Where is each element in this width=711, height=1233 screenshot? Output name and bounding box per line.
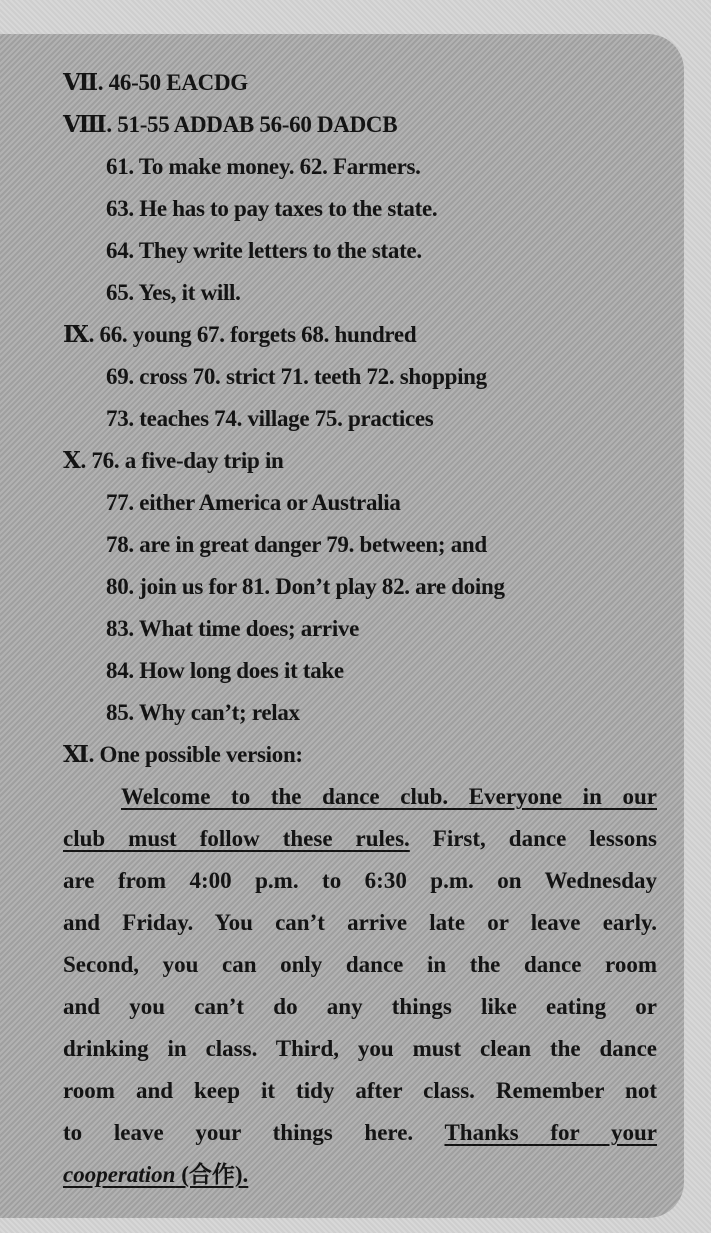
essay-text: First, dance lessons [409, 826, 657, 851]
essay-closing: (合作). [175, 1162, 249, 1187]
essay-line-10 [63, 1160, 657, 1190]
answers-80-82: 80. join us for 81. Don’t play 82. are doing [106, 574, 505, 599]
essay-underlined-opening: Welcome to the dance club. Everyone in our [121, 784, 657, 809]
essay-text: to leave your things here. [63, 1120, 445, 1145]
answers-78-79: 78. are in great danger 79. between; and [106, 532, 487, 557]
section-xi-heading: Ⅺ. One possible version: [63, 742, 303, 767]
answer-77: 77. either America or Australia [106, 490, 401, 515]
answer-84: 84. How long does it take [106, 658, 344, 683]
section-ix-answers-66-68: Ⅸ. 66. young 67. forgets 68. hundred [63, 322, 417, 347]
essay-line-6: and you can’t do any things like eating or [63, 994, 657, 1019]
answer-64: 64. They write letters to the state. [106, 238, 422, 263]
essay-italic-cooperation: cooperation [63, 1162, 176, 1187]
answers-73-75: 73. teaches 74. village 75. practices [106, 406, 434, 431]
essay-line-8: room and keep it tidy after class. Remember not [63, 1078, 657, 1103]
answer-83: 83. What time does; arrive [106, 616, 360, 641]
section-viii-answers: Ⅷ. 51-55 ADDAB 56-60 DADCB [63, 112, 398, 137]
essay-underlined-thanks: Thanks for your [444, 1120, 657, 1145]
answer-85: 85. Why can’t; relax [106, 700, 300, 725]
essay-line-7: drinking in class. Third, you must clean the dance [63, 1036, 657, 1061]
essay-line-2 [63, 824, 657, 854]
essay-line-3: are from 4:00 p.m. to 6:30 p.m. on Wednesday [63, 868, 657, 893]
essay-line-1 [121, 782, 657, 812]
essay-line-9 [63, 1118, 657, 1148]
answer-63: 63. He has to pay taxes to the state. [106, 196, 438, 221]
essay-underlined-rules: club must follow these rules. [63, 826, 410, 851]
answer-65: 65. Yes, it will. [106, 280, 241, 305]
section-vii-answers: Ⅶ. 46-50 EACDG [63, 70, 248, 95]
essay-line-4: and Friday. You can’t arrive late or leave early. [63, 910, 657, 935]
essay-line-5: Second, you can only dance in the dance room [63, 952, 657, 977]
answer-61-62: 61. To make money. 62. Farmers. [106, 154, 421, 179]
answers-69-72: 69. cross 70. strict 71. teeth 72. shopping [106, 364, 487, 389]
section-x-answer-76: Ⅹ. 76. a five-day trip in [63, 448, 284, 473]
